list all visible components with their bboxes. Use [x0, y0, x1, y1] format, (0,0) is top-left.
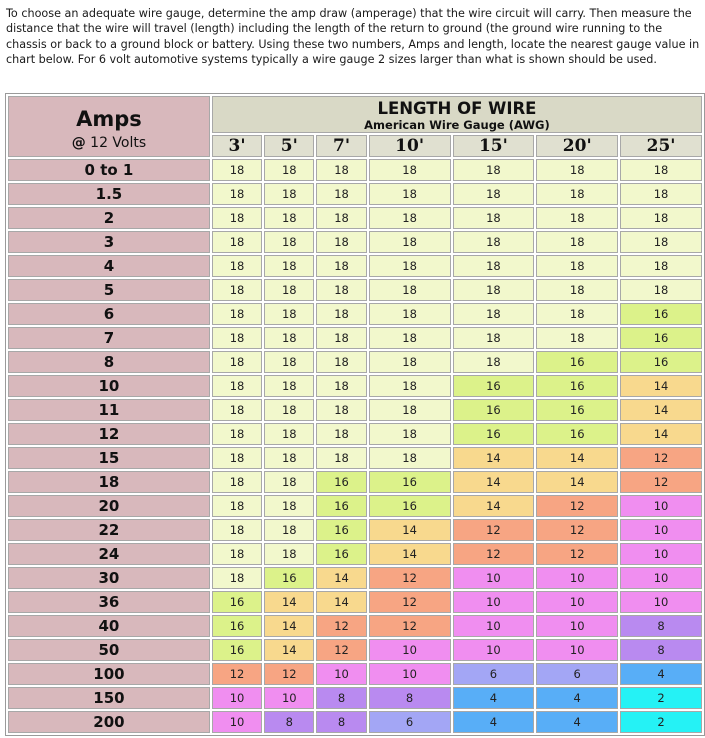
gauge-cell: 10: [316, 663, 366, 685]
gauge-cell: 16: [316, 519, 366, 541]
gauge-cell: 16: [620, 303, 702, 325]
gauge-cell: 18: [264, 375, 314, 397]
gauge-cell: 16: [264, 567, 314, 589]
gauge-cell: 12: [369, 591, 451, 613]
amps-cell: 12: [8, 423, 210, 445]
gauge-cell: 18: [369, 351, 451, 373]
gauge-cell: 18: [316, 399, 366, 421]
gauge-cell: 10: [620, 519, 702, 541]
gauge-cell: 18: [453, 231, 535, 253]
gauge-cell: 18: [453, 351, 535, 373]
gauge-cell: 18: [453, 159, 535, 181]
gauge-cell: 16: [453, 423, 535, 445]
gauge-cell: 18: [620, 231, 702, 253]
gauge-cell: 12: [369, 567, 451, 589]
amps-cell: 18: [8, 471, 210, 493]
gauge-cell: 18: [212, 471, 262, 493]
gauge-cell: 18: [316, 351, 366, 373]
gauge-cell: 18: [264, 327, 314, 349]
table-row: [8, 495, 702, 517]
gauge-cell: 16: [536, 399, 618, 421]
length-column-header: 15': [453, 135, 535, 157]
gauge-cell: 18: [212, 567, 262, 589]
gauge-cell: 18: [369, 159, 451, 181]
gauge-cell: 18: [369, 327, 451, 349]
length-column-header: 5': [264, 135, 314, 157]
length-subtitle: American Wire Gauge (AWG): [364, 118, 550, 132]
amps-cell: 3: [8, 231, 210, 253]
gauge-cell: 18: [264, 543, 314, 565]
gauge-cell: 18: [264, 231, 314, 253]
gauge-cell: 18: [369, 231, 451, 253]
intro-paragraph: To choose an adequate wire gauge, determine the amp draw (amperage) that the wire circuit will carry. Then measure the distance that the wire will travel (length) including the length of the return to ground (the ground wire running to the chassis or back to a ground block or battery. Using these two numbers, Amps and length, locate the nearest gauge value in chart below. For 6 volt automotive systems typically a wire gauge 2 sizes larger than what is shown should be used.: [6, 7, 700, 67]
gauge-cell: 16: [620, 351, 702, 373]
gauge-cell: 18: [453, 183, 535, 205]
length-column-header: 10': [369, 135, 451, 157]
length-header: [212, 96, 702, 133]
gauge-cell: 18: [369, 255, 451, 277]
gauge-cell: 18: [264, 519, 314, 541]
gauge-cell: 8: [620, 615, 702, 637]
amps-subtitle-prefix: @: [71, 135, 86, 151]
table-row: [8, 183, 702, 205]
gauge-cell: 18: [264, 303, 314, 325]
gauge-cell: 8: [264, 711, 314, 733]
gauge-cell: 18: [453, 207, 535, 229]
gauge-cell: 16: [212, 591, 262, 613]
amps-subtitle: [9, 135, 209, 151]
table-row: [8, 375, 702, 397]
amps-cell: 10: [8, 375, 210, 397]
gauge-cell: 18: [316, 279, 366, 301]
gauge-cell: 18: [536, 183, 618, 205]
table-row: [8, 207, 702, 229]
gauge-cell: 18: [536, 255, 618, 277]
gauge-cell: 18: [620, 279, 702, 301]
table-row: [8, 567, 702, 589]
table-row: [8, 519, 702, 541]
gauge-cell: 6: [369, 711, 451, 733]
gauge-cell: 18: [264, 423, 314, 445]
table-row: [8, 351, 702, 373]
table-row: [8, 159, 702, 181]
gauge-cell: 4: [536, 687, 618, 709]
gauge-cell: 14: [453, 447, 535, 469]
gauge-cell: 14: [620, 423, 702, 445]
amps-cell: 100: [8, 663, 210, 685]
gauge-cell: 10: [453, 591, 535, 613]
amps-cell: 7: [8, 327, 210, 349]
gauge-cell: 18: [316, 183, 366, 205]
gauge-cell: 18: [212, 183, 262, 205]
gauge-cell: 18: [316, 231, 366, 253]
gauge-cell: 18: [369, 399, 451, 421]
gauge-cell: 14: [264, 615, 314, 637]
length-title: LENGTH OF WIRE: [377, 99, 537, 118]
gauge-cell: 16: [369, 471, 451, 493]
table-row: [8, 615, 702, 637]
gauge-cell: 16: [453, 399, 535, 421]
gauge-cell: 18: [369, 207, 451, 229]
table-row: [8, 471, 702, 493]
table-row: [8, 423, 702, 445]
gauge-cell: 18: [264, 159, 314, 181]
amps-cell: 0 to 1: [8, 159, 210, 181]
gauge-cell: 6: [536, 663, 618, 685]
gauge-cell: 12: [536, 519, 618, 541]
gauge-cell: 10: [620, 567, 702, 589]
gauge-cell: 18: [536, 279, 618, 301]
table-row: [8, 303, 702, 325]
gauge-cell: 18: [453, 279, 535, 301]
gauge-cell: 18: [316, 423, 366, 445]
gauge-cell: 10: [536, 615, 618, 637]
amps-subtitle-value: 12 Volts: [90, 135, 147, 151]
gauge-cell: 18: [212, 399, 262, 421]
gauge-cell: 10: [264, 687, 314, 709]
gauge-cell: 18: [316, 159, 366, 181]
amps-cell: 24: [8, 543, 210, 565]
gauge-cell: 18: [212, 279, 262, 301]
gauge-cell: 12: [369, 615, 451, 637]
gauge-cell: 2: [620, 711, 702, 733]
gauge-cell: 10: [620, 495, 702, 517]
gauge-cell: 14: [264, 639, 314, 661]
gauge-cell: 16: [536, 375, 618, 397]
amps-cell: 36: [8, 591, 210, 613]
gauge-cell: 12: [536, 543, 618, 565]
gauge-cell: 10: [369, 639, 451, 661]
amps-cell: 5: [8, 279, 210, 301]
gauge-cell: 8: [620, 639, 702, 661]
gauge-cell: 18: [369, 183, 451, 205]
gauge-cell: 10: [620, 543, 702, 565]
gauge-cell: 6: [453, 663, 535, 685]
gauge-cell: 12: [316, 615, 366, 637]
gauge-cell: 12: [536, 495, 618, 517]
gauge-cell: 18: [264, 447, 314, 469]
gauge-cell: 16: [620, 327, 702, 349]
gauge-cell: 18: [316, 207, 366, 229]
amps-title: Amps: [76, 107, 142, 131]
gauge-cell: 18: [264, 351, 314, 373]
gauge-cell: 16: [212, 615, 262, 637]
gauge-cell: 14: [316, 567, 366, 589]
gauge-cell: 10: [212, 711, 262, 733]
amps-cell: 15: [8, 447, 210, 469]
gauge-cell: 18: [264, 207, 314, 229]
gauge-cell: 18: [212, 351, 262, 373]
gauge-cell: 18: [212, 159, 262, 181]
gauge-cell: 18: [212, 447, 262, 469]
amps-cell: 2: [8, 207, 210, 229]
gauge-cell: 14: [369, 543, 451, 565]
gauge-cell: 18: [212, 495, 262, 517]
amps-cell: 1.5: [8, 183, 210, 205]
gauge-cell: 14: [264, 591, 314, 613]
gauge-cell: 8: [316, 687, 366, 709]
gauge-cell: 18: [316, 303, 366, 325]
table-row: [8, 327, 702, 349]
gauge-cell: 18: [264, 495, 314, 517]
amps-cell: 150: [8, 687, 210, 709]
gauge-cell: 12: [453, 543, 535, 565]
length-column-header: 20': [536, 135, 618, 157]
gauge-cell: 10: [369, 663, 451, 685]
gauge-cell: 18: [264, 471, 314, 493]
gauge-cell: 18: [264, 183, 314, 205]
gauge-cell: 14: [369, 519, 451, 541]
gauge-cell: 12: [264, 663, 314, 685]
gauge-cell: 12: [620, 471, 702, 493]
gauge-cell: 4: [620, 663, 702, 685]
amps-cell: 8: [8, 351, 210, 373]
gauge-cell: 14: [316, 591, 366, 613]
gauge-cell: 18: [316, 375, 366, 397]
amps-cell: 22: [8, 519, 210, 541]
gauge-cell: 18: [536, 231, 618, 253]
gauge-cell: 16: [316, 495, 366, 517]
gauge-cell: 14: [536, 447, 618, 469]
table-row: [8, 687, 702, 709]
gauge-cell: 4: [453, 687, 535, 709]
gauge-cell: 18: [369, 279, 451, 301]
gauge-cell: 12: [316, 639, 366, 661]
gauge-cell: 18: [453, 303, 535, 325]
gauge-cell: 14: [453, 495, 535, 517]
table-row: [8, 279, 702, 301]
gauge-cell: 18: [453, 255, 535, 277]
gauge-cell: 14: [620, 399, 702, 421]
gauge-cell: 16: [536, 423, 618, 445]
table-row: [8, 543, 702, 565]
gauge-cell: 14: [453, 471, 535, 493]
gauge-cell: 2: [620, 687, 702, 709]
gauge-cell: 18: [264, 399, 314, 421]
gauge-cell: 10: [212, 687, 262, 709]
amps-cell: 11: [8, 399, 210, 421]
gauge-cell: 18: [369, 303, 451, 325]
gauge-cell: 18: [369, 375, 451, 397]
table-row: [8, 591, 702, 613]
table-row: [8, 639, 702, 661]
gauge-cell: 18: [212, 327, 262, 349]
chart-body: [8, 159, 702, 733]
gauge-cell: 10: [620, 591, 702, 613]
gauge-cell: 4: [453, 711, 535, 733]
gauge-cell: 18: [212, 231, 262, 253]
gauge-cell: 18: [212, 543, 262, 565]
gauge-cell: 18: [212, 207, 262, 229]
gauge-cell: 18: [620, 255, 702, 277]
gauge-cell: 16: [453, 375, 535, 397]
gauge-cell: 12: [453, 519, 535, 541]
amps-cell: 30: [8, 567, 210, 589]
gauge-cell: 4: [536, 711, 618, 733]
gauge-cell: 18: [212, 375, 262, 397]
gauge-cell: 10: [453, 567, 535, 589]
gauge-cell: 8: [369, 687, 451, 709]
gauge-cell: 12: [620, 447, 702, 469]
gauge-cell: 18: [264, 255, 314, 277]
amps-cell: 4: [8, 255, 210, 277]
gauge-cell: 16: [316, 543, 366, 565]
gauge-cell: 18: [212, 303, 262, 325]
gauge-cell: 14: [620, 375, 702, 397]
gauge-cell: 18: [536, 159, 618, 181]
gauge-cell: 18: [369, 423, 451, 445]
gauge-cell: 18: [316, 447, 366, 469]
amps-header: [8, 96, 210, 157]
gauge-cell: 18: [620, 183, 702, 205]
table-row: [8, 231, 702, 253]
wire-gauge-chart: [5, 93, 705, 736]
gauge-cell: 18: [536, 327, 618, 349]
gauge-cell: 18: [212, 423, 262, 445]
gauge-cell: 18: [536, 303, 618, 325]
gauge-cell: 18: [212, 519, 262, 541]
table-row: [8, 255, 702, 277]
gauge-cell: 18: [316, 255, 366, 277]
gauge-cell: 12: [212, 663, 262, 685]
gauge-cell: 18: [212, 255, 262, 277]
gauge-cell: 10: [453, 615, 535, 637]
amps-cell: 40: [8, 615, 210, 637]
length-column-header: 7': [316, 135, 366, 157]
gauge-cell: 18: [620, 159, 702, 181]
gauge-cell: 18: [264, 279, 314, 301]
table-row: [8, 663, 702, 685]
gauge-cell: 18: [369, 447, 451, 469]
gauge-cell: 14: [536, 471, 618, 493]
gauge-cell: 10: [453, 639, 535, 661]
gauge-cell: 18: [620, 207, 702, 229]
gauge-cell: 10: [536, 639, 618, 661]
gauge-cell: 10: [536, 567, 618, 589]
gauge-cell: 16: [212, 639, 262, 661]
table-row: [8, 711, 702, 733]
table-row: [8, 399, 702, 421]
gauge-cell: 18: [453, 327, 535, 349]
gauge-cell: 8: [316, 711, 366, 733]
gauge-cell: 16: [369, 495, 451, 517]
gauge-cell: 18: [536, 207, 618, 229]
amps-cell: 50: [8, 639, 210, 661]
gauge-cell: 10: [536, 591, 618, 613]
length-column-header: 25': [620, 135, 702, 157]
amps-cell: 20: [8, 495, 210, 517]
gauge-cell: 16: [536, 351, 618, 373]
length-column-header: 3': [212, 135, 262, 157]
gauge-cell: 16: [316, 471, 366, 493]
amps-cell: 6: [8, 303, 210, 325]
gauge-cell: 18: [316, 327, 366, 349]
amps-cell: 200: [8, 711, 210, 733]
table-row: [8, 447, 702, 469]
